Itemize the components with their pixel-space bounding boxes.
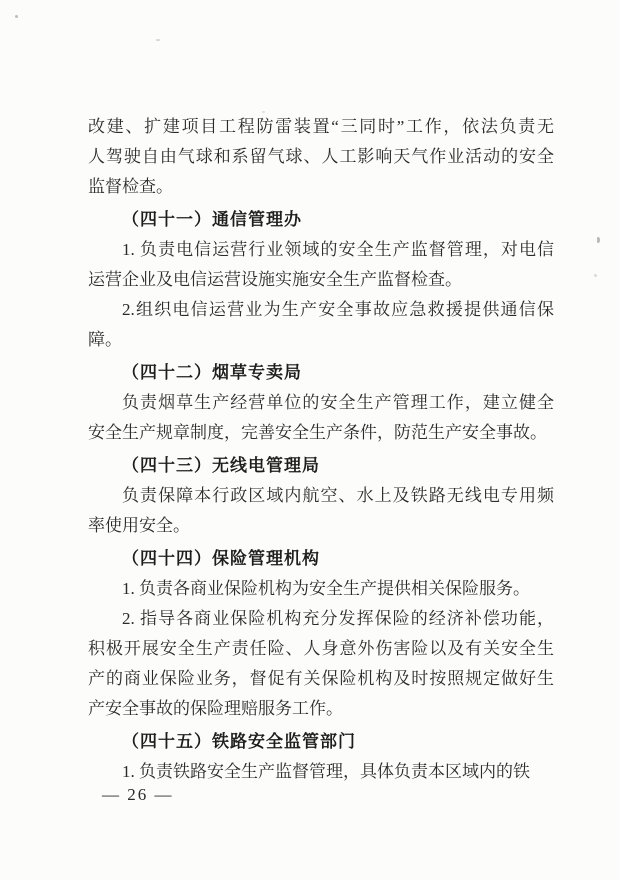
text-line: 运营企业及电信运营设施实施安全生产监督检查。 — [88, 270, 462, 289]
text-line: 率使用安全。 — [88, 516, 190, 535]
text-line: 监督检查。 — [88, 177, 173, 196]
text-line: 人驾驶自由气球和系留气球、人工影响天气作业活动的安全 — [88, 147, 554, 166]
document-body — [88, 112, 554, 787]
text-line: 1. 负责各商业保险机构为安全生产提供相关保险服务。 — [122, 579, 530, 598]
text-line: 产的商业保险业务，督促有关保险机构及时按照规定做好生 — [88, 669, 554, 688]
text-line: 安全生产规章制度，完善安全生产条件，防范生产安全事故。 — [88, 423, 547, 442]
scan-speck — [594, 274, 597, 277]
text-line: 1. 负责铁路安全生产监督管理，具体负责本区域内的铁 — [122, 762, 530, 781]
section-heading-42: （四十二）烟草专卖局 — [122, 363, 302, 382]
text-line: 障。 — [88, 330, 122, 349]
section-heading-41: （四十一）通信管理办 — [122, 210, 302, 229]
text-line: 负责保障本行政区域内航空、水上及铁路无线电专用频 — [122, 486, 554, 505]
section-heading-45: （四十五）铁路安全监管部门 — [122, 732, 356, 751]
section-heading-43: （四十三）无线电管理局 — [122, 456, 320, 475]
scan-speck — [15, 15, 18, 18]
text-line: 改建、扩建项目工程防雷装置“三同时”工作，依法负责无 — [88, 117, 554, 136]
scan-speck — [156, 39, 160, 41]
text-line: 2. 指导各商业保险机构充分发挥保险的经济补偿功能， — [122, 609, 554, 628]
text-line: 产安全事故的保险理赔服务工作。 — [88, 699, 343, 718]
text-line: 2.组织电信运营业为生产安全事故应急救援提供通信保 — [122, 300, 554, 319]
text-line: 积极开展安全生产责任险、人身意外伤害险以及有关安全生 — [88, 639, 554, 658]
text-line: 负责烟草生产经营单位的安全生产管理工作，建立健全 — [122, 393, 554, 412]
page-number: — 26 — — [102, 785, 174, 804]
section-heading-44: （四十四）保险管理机构 — [122, 549, 320, 568]
text-line: 1. 负责电信运营行业领域的安全生产监督管理，对电信 — [122, 240, 554, 259]
scan-speck — [597, 237, 600, 243]
